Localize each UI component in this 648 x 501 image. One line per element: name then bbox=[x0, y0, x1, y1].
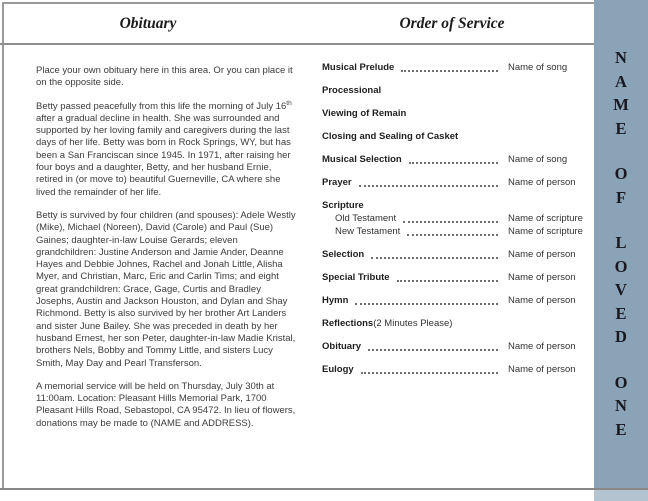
banner-letter: D bbox=[615, 327, 627, 346]
banner-letter: O bbox=[614, 256, 628, 276]
service-item bbox=[322, 85, 594, 97]
service-item-label: Old Testament bbox=[335, 213, 397, 224]
banner-word bbox=[594, 371, 648, 442]
banner-letter: M bbox=[613, 95, 629, 114]
obituary-title: Obituary bbox=[119, 15, 177, 32]
service-item bbox=[322, 213, 594, 225]
dotted-leader bbox=[359, 185, 498, 187]
service-item bbox=[322, 364, 594, 376]
service-item-label: Viewing of Remain bbox=[322, 108, 407, 119]
service-item bbox=[322, 295, 594, 307]
service-item-value: Name of person bbox=[508, 295, 576, 306]
page-bottom-border bbox=[0, 488, 648, 490]
service-item-value: Name of song bbox=[508, 62, 568, 73]
service-item-suffix: (2 Minutes Please) bbox=[373, 318, 453, 329]
dotted-leader bbox=[361, 372, 498, 374]
banner-letter: F bbox=[615, 187, 627, 207]
service-item-label: Reflections bbox=[322, 318, 374, 329]
obituary-paragraph: Betty is survived by four children (and spouses): Adele Westly (Mike), Michael (Noreen), David (Carole) and Paul (Sue) Gaines; daughter-in-law Louise Gerards; eleven grandchildren: Justine Anderson and Jamie Ander, Deanne Hayes and Debbie Johnes, Rachel and Jonah Little, Alisha Myer, and Christian, Marc, Eric and Carlin Tims; and eight great grandchildren: Grace, Gage, Curtis and Bradley Josephs, Austin and Jackson Houston, and Dylan and Shay Richmond. Betty is also survived by her brother Art Landers and sister June Bailey. She was preceded in death by her husband Ernest, her son Peter, daughter-in-law Madie Kristal, brothers Nels, Bobby and Tommy Little, and sisters Lucy Smith, May Day and Pearl Transferson. bbox=[36, 209, 296, 369]
service-item bbox=[322, 200, 594, 212]
service-item bbox=[322, 341, 594, 353]
service-item bbox=[322, 62, 594, 74]
service-item-label: Musical Selection bbox=[322, 154, 402, 165]
service-item-label: Musical Prelude bbox=[322, 62, 395, 73]
banner-letter: L bbox=[615, 233, 627, 252]
dotted-leader bbox=[397, 280, 498, 282]
banner-word bbox=[594, 46, 648, 140]
service-item-label: Obituary bbox=[322, 341, 362, 352]
service-item bbox=[322, 226, 594, 238]
banner-letter: O bbox=[614, 372, 628, 392]
service-item-label: Prayer bbox=[322, 177, 352, 188]
dotted-leader bbox=[355, 303, 498, 305]
order-of-service-list bbox=[322, 62, 594, 376]
service-item bbox=[322, 272, 594, 284]
name-of-loved-one-banner bbox=[594, 0, 648, 501]
banner-letter: E bbox=[615, 303, 627, 323]
dotted-leader bbox=[371, 257, 498, 259]
banner-letter: E bbox=[615, 419, 627, 439]
banner-letter: O bbox=[614, 164, 628, 183]
service-item-label: Eulogy bbox=[322, 364, 354, 375]
dotted-leader bbox=[403, 221, 498, 223]
service-item-value: Name of person bbox=[508, 249, 576, 260]
service-item-label: Selection bbox=[322, 249, 365, 260]
dotted-leader bbox=[409, 162, 498, 164]
service-item-label: Special Tribute bbox=[322, 272, 390, 283]
service-item-label: New Testament bbox=[335, 226, 401, 237]
service-item-label: Hymn bbox=[322, 295, 349, 306]
header-divider-rule bbox=[0, 43, 594, 45]
order-of-service-title: Order of Service bbox=[399, 15, 505, 32]
banner-letter: A bbox=[615, 71, 627, 91]
dotted-leader bbox=[401, 70, 498, 72]
service-item-value: Name of person bbox=[508, 272, 576, 283]
banner-bottom-fade bbox=[594, 490, 648, 501]
service-item-label: Scripture bbox=[322, 200, 364, 211]
service-item-value: Name of scripture bbox=[508, 226, 583, 237]
service-item bbox=[322, 318, 594, 330]
page-top-border bbox=[2, 2, 594, 4]
obituary-text-block bbox=[36, 65, 300, 441]
banner-letter: N bbox=[615, 48, 627, 67]
service-item-value: Name of person bbox=[508, 341, 576, 352]
service-item bbox=[322, 154, 594, 166]
service-item bbox=[322, 131, 594, 143]
service-item-value: Name of person bbox=[508, 364, 576, 375]
service-item bbox=[322, 108, 594, 120]
service-item bbox=[322, 249, 594, 261]
banner-letter: V bbox=[615, 280, 627, 299]
service-item-value: Name of scripture bbox=[508, 213, 583, 224]
obituary-paragraph: Betty passed peacefully from this life the morning of July 16th after a gradual decline in health. She was surrounded and supported by her loving family and caregivers during the last days of her life. Betty was born in Rock Springs, WY, but has been a San Franciscan since 1945. In 1971, after raising her four boys and a daughter, Betty, and her husband Ernie, retired in (or move to) beautiful Guerneville, CA where she lived the remainder of her life. bbox=[36, 99, 292, 198]
service-item-value: Name of song bbox=[508, 154, 568, 165]
page-left-border bbox=[2, 2, 4, 489]
service-item bbox=[322, 177, 594, 189]
banner-letter: E bbox=[615, 118, 627, 138]
banner-letter: N bbox=[615, 396, 627, 415]
service-item-value: Name of person bbox=[508, 177, 576, 188]
service-item-label: Closing and Sealing of Casket bbox=[322, 131, 459, 142]
dotted-leader bbox=[407, 234, 498, 236]
dotted-leader bbox=[368, 349, 498, 351]
service-item-label: Processional bbox=[322, 85, 382, 96]
obituary-paragraph: Place your own obituary here in this area. Or you can place it on the opposite side. bbox=[36, 65, 293, 89]
banner-word bbox=[594, 231, 648, 349]
obituary-paragraph: A memorial service will be held on Thursday, July 30th at 11:00am. Location: Pleasant Hills Memorial Park, 1700 Pleasant Hills Road, Sebastopol, CA 95472. In lieu of flowers, donations may be made to (NAME and ADDRESS). bbox=[36, 380, 296, 429]
banner-word bbox=[594, 162, 648, 209]
